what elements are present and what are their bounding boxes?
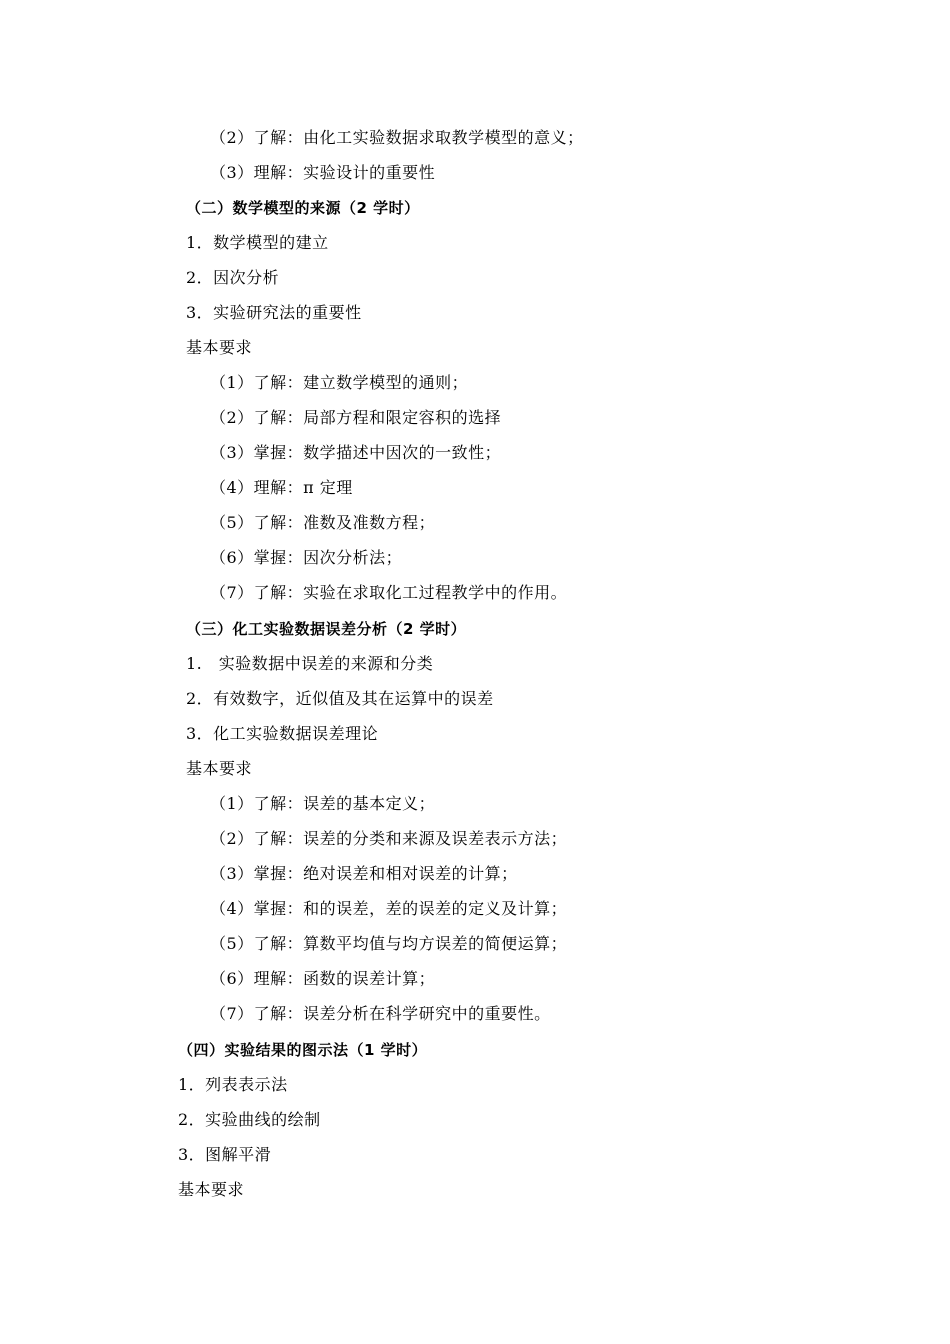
text-line: （1）了解：误差的基本定义；: [210, 794, 436, 813]
section-heading: （二）数学模型的来源（2 学时）: [186, 199, 420, 217]
text-line: 基本要求: [186, 759, 253, 778]
text-line: （7）了解：实验在求取化工过程教学中的作用。: [210, 583, 568, 602]
text-line: 基本要求: [178, 1180, 245, 1199]
text-line: （7）了解：误差分析在科学研究中的重要性。: [210, 1004, 551, 1023]
text-line: 1．数学模型的建立: [186, 233, 329, 252]
text-line: （6）理解：函数的误差计算；: [210, 969, 436, 988]
section-heading: （四）实验结果的图示法（1 学时）: [178, 1041, 428, 1059]
text-line: （3）掌握：绝对误差和相对误差的计算；: [210, 864, 518, 883]
text-line: （5）了解：算数平均值与均方误差的简便运算；: [210, 934, 568, 953]
section-heading: （三）化工实验数据误差分析（2 学时）: [186, 620, 467, 638]
text-line: （4）掌握：和的误差，差的误差的定义及计算；: [210, 899, 568, 918]
text-line: 3．图解平滑: [178, 1145, 272, 1164]
text-line: （6）掌握：因次分析法；: [210, 548, 403, 567]
text-line: 1. 实验数据中误差的来源和分类: [186, 654, 434, 673]
text-line: （5）了解：准数及准数方程；: [210, 513, 436, 532]
text-line: （3）理解：实验设计的重要性: [210, 163, 436, 182]
text-line: （3）掌握：数学描述中因次的一致性；: [210, 443, 502, 462]
text-line: 3．实验研究法的重要性: [186, 303, 362, 322]
text-line: （1）了解：建立数学模型的通则；: [210, 373, 469, 392]
text-line: 2．实验曲线的绘制: [178, 1110, 321, 1129]
text-line: （2）了解：局部方程和限定容积的选择: [210, 408, 502, 427]
text-line: 3．化工实验数据误差理论: [186, 724, 379, 743]
text-line: （2）了解：由化工实验数据求取教学模型的意义；: [210, 128, 584, 147]
text-line: 基本要求: [186, 338, 253, 357]
text-line: （2）了解：误差的分类和来源及误差表示方法；: [210, 829, 568, 848]
text-line: 1．列表表示法: [178, 1075, 288, 1094]
text-line: （4）理解：π 定理: [210, 478, 353, 497]
text-line: 2．有效数字，近似值及其在运算中的误差: [186, 689, 494, 708]
text-line: 2．因次分析: [186, 268, 280, 287]
